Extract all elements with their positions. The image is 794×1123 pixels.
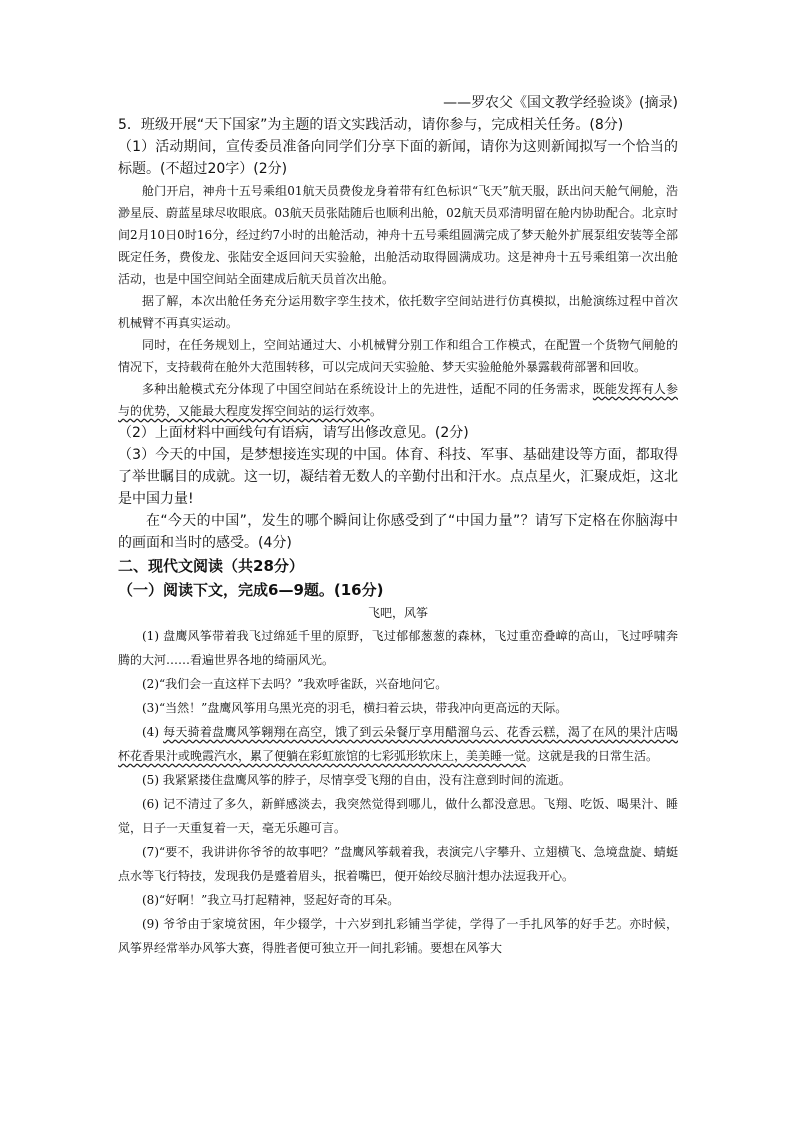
story-paragraph: (7)“要不，我讲讲你爷爷的故事吧？”盘鹰风筝载着我，表演完八字攀升、立翅横飞、急境盘旋、蜻蜓点水等飞行特技，发现我仍是蹙着眉头，抿着嘴巴，便开始绞尽脑汁想办法逗我开心。 [118,845,678,883]
story-paragraph: (2)“我们会一直这样下去吗？”我欢呼雀跃，兴奋地问它。 [142,677,448,691]
news-paragraph: 据了解，本次出舱任务充分运用数字孪生技术，依托数字空间站进行仿真模拟，出舱演练过程中首次机械臂不再真实运动。 [118,294,678,330]
story-paragraph: (8)“好啊！”我立马打起精神，竖起好奇的耳朵。 [142,893,400,907]
story-text-end: 。这就是我的日常生活。 [526,749,659,763]
question-5-task-1: （1）活动期间，宣传委员准备向同学们分享下面的新闻，请你为这则新闻拟写一个恰当的标题。(不超过20字）(2分) [118,139,678,177]
story-paragraph: (9) 爷爷由于家境贫困，年少辍学，十六岁到扎彩铺当学徒，学得了一手扎风筝的好手艺。亦时候，风筝界经常举办风筝大赛，得胜者便可独立开一间扎彩铺。要想在风筝大 [118,917,678,955]
exam-page [118,92,678,960]
question-5-task-3-prompt: 在“今天的中国”，发生的哪个瞬间让你感受到了“中国力量”？请写下定格在你脑海中的画面和当时的感受。(4分) [118,513,678,551]
question-5-task-2: （2）上面材料中画线句有语病，请写出修改意见。(2分) [118,425,469,441]
story-paragraph-4 [118,720,678,768]
news-paragraph: 舱门开启，神舟十五号乘组01航天员费俊龙身着带有红色标识“飞天”航天服，跃出问天舱气闸舱，浩渺星辰、蔚蓝星球尽收眼底。03航天员张陆随后也顺利出舱，02航天员邓清明留在舱内协助配合。北京时间2月10日0时16分，经过约7小时的出舱活动，神舟十五号乘组圆满完成了梦天舱外扩展泵组安装等全部既定任务，费俊龙、张陆安全返回问天实验舱，出舱活动取得圆满成功。这是神舟十五号乘组第一次出舱活动，也是中国空间站全面建成后航天员首次出舱。 [118,184,678,286]
part-title: （一）阅读下文，完成6—9题。(16分) [118,581,384,599]
story-paragraph: (3)“当然！”盘鹰风筝用乌黑光亮的羽毛，横扫着云块，带我冲向更高远的天际。 [142,701,568,715]
story-title: 飞吧，风筝 [367,606,428,620]
news-text: 多种出舱模式充分体现了中国空间站在系统设计上的先进性，适配不同的任务需求， [142,382,593,396]
underlined-sentence: 既能发挥有人参与的优势，又能最大程度发挥空间站的运行效率 [118,382,678,418]
story-paragraph: (1) 盘鹰风筝带着我飞过绵延千里的原野，飞过郁郁葱葱的森林，飞过重峦叠嶂的高山，飞过呼啸奔腾的大河……看遍世界各地的绮丽风光。 [118,629,678,667]
story-paragraph: (5) 我紧紧搂住盘鹰风筝的脖子，尽情享受飞翔的自由，没有注意到时间的流逝。 [142,773,571,787]
question-5-intro: 5．班级开展“天下国家”为主题的语文实践活动，请你参与，完成相关任务。(8分) [118,117,624,133]
question-5-task-3: （3）今天的中国，是梦想接连实现的中国。体育、科技、军事、基础建设等方面，都取得了举世瞩目的成就。这一切，凝结着无数人的辛勤付出和汗水。点点星火，汇聚成炬，这北是中国力量! [118,447,678,507]
news-paragraph: 同时，在任务规划上，空间站通过大、小机械臂分别工作和组合工作模式，在配置一个货物气闸舱的情况下，支持载荷在舱外大范围转移，可以完成问天实验舱、梦天实验舱舱外暴露载荷部署和回收。 [118,338,678,374]
news-paragraph-last [118,378,678,422]
paragraph-number: (4) [142,725,164,739]
citation: ——罗农父《国文教学经验谈》(摘录) [443,95,678,111]
section-title: 二、现代文阅读（共28分） [118,557,304,575]
underlined-sentence: 每天骑着盘鹰风筝翱翔在高空，饿了到云朵餐厅享用醋溜乌云、花香云糕，渴了在风的果汁店喝杯花香果汁或晚霞汽水，累了便躺在彩虹旅馆的七彩弧形软床上，美美睡一觉 [118,725,679,763]
news-text-end: 。 [370,404,383,418]
story-paragraph: (6) 记不清过了多久，新鲜感淡去，我突然觉得到哪儿，做什么都没意思。飞翔、吃饭、喝果汁、睡觉，日子一天重复着一天，毫无乐趣可言。 [118,797,678,835]
